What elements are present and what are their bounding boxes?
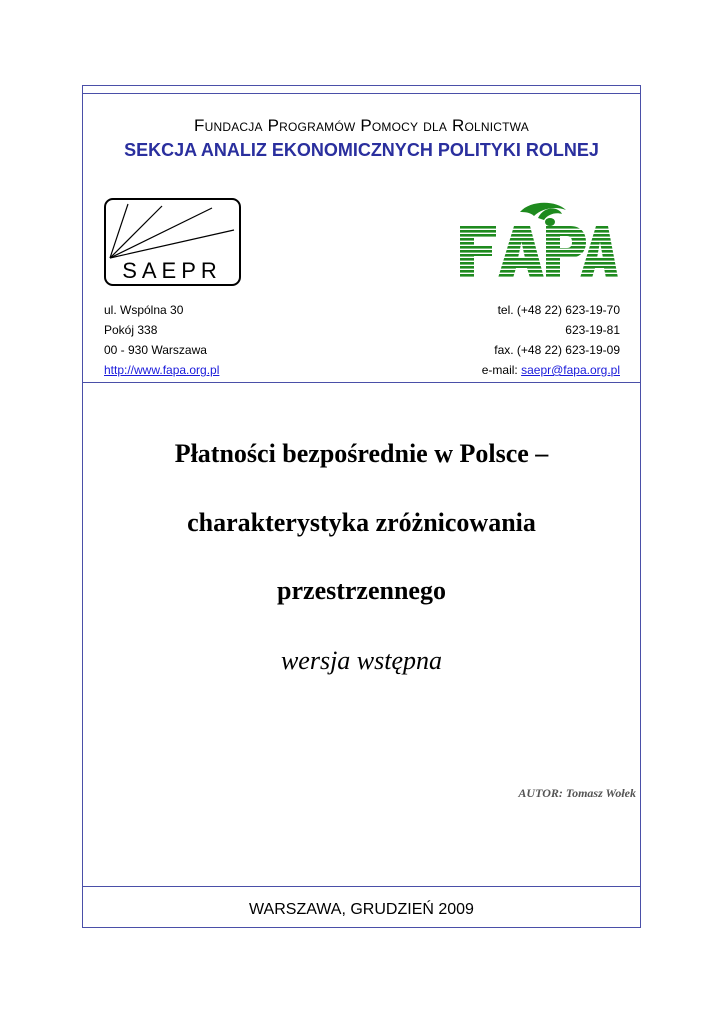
saepr-logo	[104, 198, 241, 286]
phone-block	[482, 300, 620, 380]
document-subtitle: wersja wstępna	[280, 646, 443, 675]
author: AUTOR: Tomasz Wołek	[518, 786, 636, 800]
phone-number-2: 623-19-81	[565, 323, 620, 337]
email-line	[482, 360, 620, 380]
website-link[interactable]: http://www.fapa.org.pl	[104, 363, 220, 377]
saepr-logo-text: SAEPR	[122, 258, 222, 283]
email-link[interactable]: saepr@fapa.org.pl	[521, 363, 620, 377]
foundation-name: Fundacja Programów Pomocy dla Rolnictwa	[194, 116, 529, 135]
document-title-line-2: charakterystyka zróżnicowania	[187, 508, 536, 537]
address-block	[104, 300, 219, 380]
header	[83, 94, 640, 382]
document-title-line-3: przestrzennego	[277, 576, 446, 605]
header-divider	[83, 382, 640, 383]
phone-number: tel. (+48 22) 623-19-70	[497, 303, 620, 317]
document-frame	[82, 85, 641, 928]
place-date: WARSZAWA, GRUDZIEŃ 2009	[249, 901, 474, 918]
footer-divider	[83, 886, 640, 887]
fapa-logo	[458, 198, 620, 284]
address-room: Pokój 338	[104, 323, 158, 337]
fax-number: fax. (+48 22) 623-19-09	[494, 343, 620, 357]
section-title: SEKCJA ANALIZ EKONOMICZNYCH POLITYKI ROLNEJ	[124, 140, 599, 160]
address-street: ul. Wspólna 30	[104, 303, 184, 317]
document-title-line-1: Płatności bezpośrednie w Polsce –	[174, 439, 549, 468]
email-label: e-mail:	[481, 363, 522, 377]
address-city: 00 - 930 Warszawa	[104, 343, 207, 357]
